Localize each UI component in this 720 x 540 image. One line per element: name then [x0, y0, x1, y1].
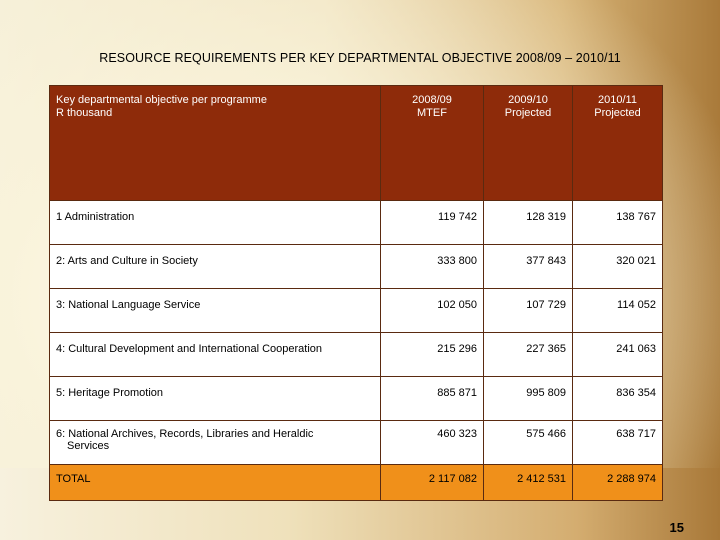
page-number: 15	[669, 520, 684, 535]
row-value-2010-11: 138 767	[573, 201, 663, 245]
total-2009-10: 2 412 531	[484, 465, 573, 501]
row-value-2010-11: 320 021	[573, 245, 663, 289]
table-row	[50, 245, 663, 289]
row-value-2008-09: 333 800	[381, 245, 484, 289]
row-value-2010-11: 836 354	[573, 377, 663, 421]
row-label: 6: National Archives, Records, Libraries and Heraldic Services	[50, 421, 381, 465]
header-2010-11: 2010/11 Projected	[573, 86, 663, 201]
row-value-2008-09: 215 296	[381, 333, 484, 377]
row-value-2010-11: 638 717	[573, 421, 663, 465]
row-value-2008-09: 102 050	[381, 289, 484, 333]
row-value-2009-10: 227 365	[484, 333, 573, 377]
row-value-2009-10: 377 843	[484, 245, 573, 289]
row-value-2008-09: 460 323	[381, 421, 484, 465]
row-label: 4: Cultural Development and International Cooperation	[50, 333, 381, 377]
total-row	[50, 465, 663, 501]
row-label: 1 Administration	[50, 201, 381, 245]
row-value-2010-11: 114 052	[573, 289, 663, 333]
total-2008-09: 2 117 082	[381, 465, 484, 501]
resource-table	[49, 85, 663, 501]
header-2009-10: 2009/10 Projected	[484, 86, 573, 201]
table-row	[50, 333, 663, 377]
row-value-2010-11: 241 063	[573, 333, 663, 377]
row-value-2008-09: 119 742	[381, 201, 484, 245]
row-value-2009-10: 575 466	[484, 421, 573, 465]
row-label: 3: National Language Service	[50, 289, 381, 333]
table-row	[50, 377, 663, 421]
total-label: TOTAL	[50, 465, 381, 501]
row-value-2009-10: 995 809	[484, 377, 573, 421]
row-value-2009-10: 107 729	[484, 289, 573, 333]
header-2008-09: 2008/09 MTEF	[381, 86, 484, 201]
row-label: 5: Heritage Promotion	[50, 377, 381, 421]
table-header-row	[50, 86, 663, 201]
slide-title: RESOURCE REQUIREMENTS PER KEY DEPARTMENTAL OBJECTIVE 2008/09 – 2010/11	[99, 51, 621, 65]
header-objective: Key departmental objective per programme R thousand	[50, 86, 381, 201]
table-row	[50, 421, 663, 465]
table-row	[50, 201, 663, 245]
row-label: 2: Arts and Culture in Society	[50, 245, 381, 289]
row-value-2009-10: 128 319	[484, 201, 573, 245]
table-row	[50, 289, 663, 333]
row-value-2008-09: 885 871	[381, 377, 484, 421]
total-2010-11: 2 288 974	[573, 465, 663, 501]
